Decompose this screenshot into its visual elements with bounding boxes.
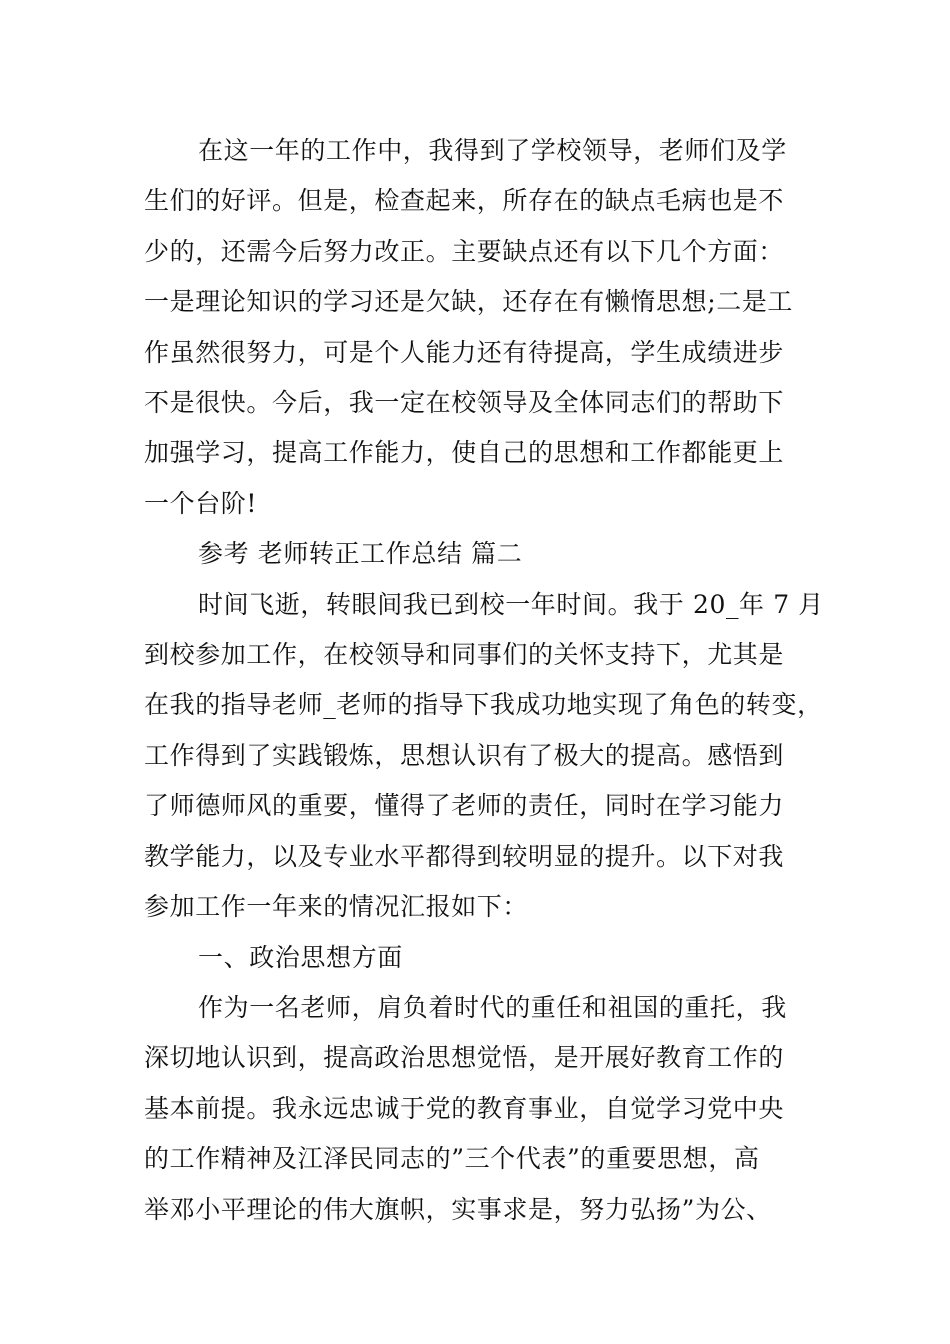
text-line: 在我的指导老师_老师的指导下我成功地实现了角色的转变， — [144, 690, 823, 720]
heading-text: 参考 老师转正工作总结 篇二 — [198, 539, 523, 569]
text-line: 到校参加工作，在校领导和同事们的关怀支持下，尤其是 — [144, 640, 785, 670]
text-line: 加强学习，提高工作能力，使自己的思想和工作都能更上 — [144, 438, 785, 468]
text-line: 作为一名老师，肩负着时代的重任和祖国的重托，我 — [198, 992, 787, 1022]
text-line: 基本前提。我永远忠诚于党的教育事业，自觉学习党中央 — [144, 1093, 785, 1123]
document-body — [144, 126, 834, 1235]
text-line: 生们的好评。但是，检查起来，所存在的缺点毛病也是不 — [144, 186, 785, 216]
text-line: 少的，还需今后努力改正。主要缺点还有以下几个方面： — [144, 236, 785, 266]
paragraph-summary-shortcomings — [144, 126, 834, 529]
heading-text: 一、政治思想方面 — [198, 942, 403, 972]
section-heading-part-two — [144, 529, 834, 579]
text-line: 教学能力，以及专业水平都得到较明显的提升。以下对我 — [144, 841, 785, 871]
paragraph-introduction — [144, 580, 834, 933]
text-line: 作虽然很努力，可是个人能力还有待提高，学生成绩进步 — [144, 337, 785, 367]
text-line: 时间飞逝，转眼间我已到校一年时间。我于 20_年 7 月 — [198, 589, 824, 619]
text-line: 不是很快。今后，我一定在校领导及全体同志们的帮助下 — [144, 388, 785, 418]
text-line: 参加工作一年来的情况汇报如下： — [144, 892, 529, 922]
text-line: 深切地认识到，提高政治思想觉悟，是开展好教育工作的 — [144, 1043, 785, 1073]
text-line: 一个台阶! — [144, 488, 258, 518]
text-line: 工作得到了实践锻炼，思想认识有了极大的提高。感悟到 — [144, 740, 785, 770]
text-line: 的工作精神及江泽民同志的”三个代表”的重要思想，高 — [144, 1144, 760, 1174]
section-heading-political-thought — [144, 933, 834, 983]
text-line: 一是理论知识的学习还是欠缺，还存在有懒惰思想;二是工 — [144, 287, 794, 317]
text-line: 在这一年的工作中，我得到了学校领导，老师们及学 — [198, 136, 787, 165]
text-line: 举邓小平理论的伟大旗帜，实事求是，努力弘扬”为公、 — [144, 1194, 772, 1224]
text-line: 了师德师风的重要，懂得了老师的责任，同时在学习能力 — [144, 791, 785, 821]
paragraph-political-thought — [144, 983, 834, 1235]
